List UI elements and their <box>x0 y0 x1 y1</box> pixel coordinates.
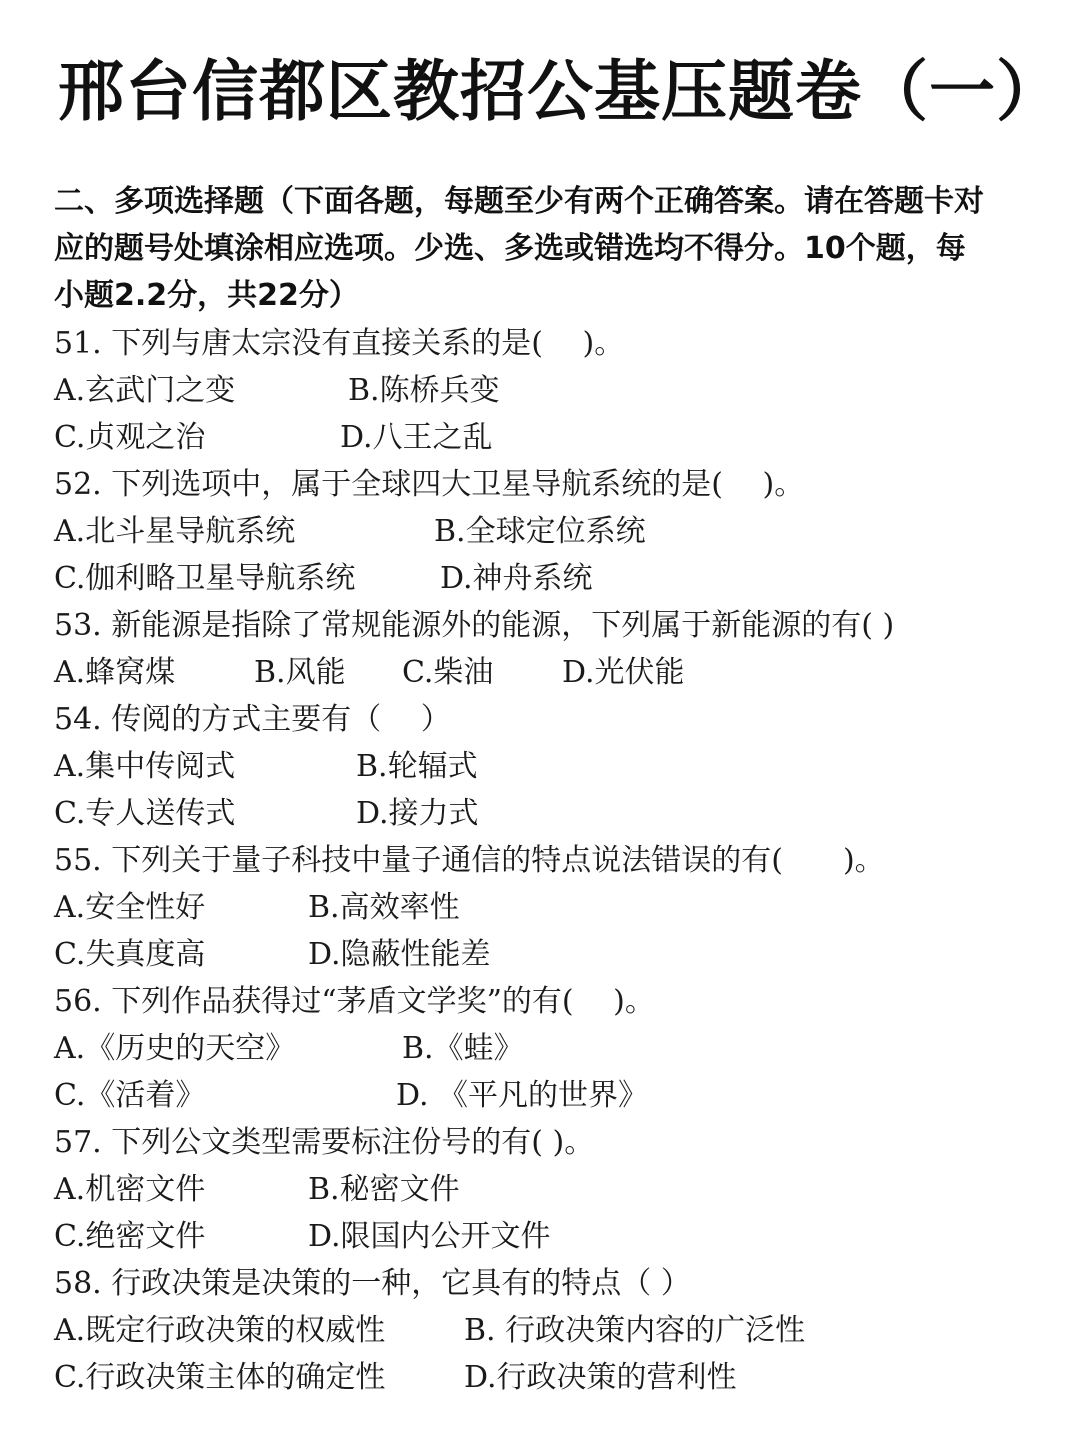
option-a: A.《历史的天空》 <box>54 1031 296 1066</box>
option-row <box>54 931 1054 978</box>
question-stem: 54. 传阅的方式主要有（ ） <box>54 702 451 737</box>
option-row <box>54 555 1054 602</box>
option-row <box>54 508 1054 555</box>
page-title: 邢台信都区教招公基压题卷（一） <box>58 53 1063 130</box>
option-d: D.八王之乱 <box>340 420 493 455</box>
question-list <box>54 320 1054 1401</box>
option-d: D.隐蔽性能差 <box>308 937 491 972</box>
option-d: D.光伏能 <box>562 655 685 690</box>
option-a: A.玄武门之变 <box>54 373 236 408</box>
option-d: D.限国内公开文件 <box>308 1219 551 1254</box>
option-b: B.风能 <box>254 655 346 690</box>
question-stem: 58. 行政决策是决策的一种，它具有的特点（ ） <box>54 1266 691 1301</box>
section-heading-line: 应的题号处填涂相应选项。少选、多选或错选均不得分。10个题，每 <box>54 231 966 266</box>
option-c: C.行政决策主体的确定性 <box>54 1360 386 1395</box>
question-stem: 55. 下列关于量子科技中量子通信的特点说法错误的有( )。 <box>54 843 885 878</box>
option-a: A.既定行政决策的权威性 <box>54 1313 386 1348</box>
option-row <box>54 1354 1054 1401</box>
option-row <box>54 649 1054 696</box>
option-c: C.专人送传式 <box>54 796 236 831</box>
option-b: B.轮辐式 <box>356 749 478 784</box>
option-a: A.机密文件 <box>54 1172 206 1207</box>
option-row <box>54 1072 1054 1119</box>
option-row <box>54 743 1054 790</box>
option-row <box>54 414 1054 461</box>
option-d: D. 《平凡的世界》 <box>396 1078 649 1113</box>
option-b: B.《蛙》 <box>402 1031 524 1066</box>
section-heading-line: 小题2.2分，共22分） <box>54 278 359 313</box>
option-c: C.绝密文件 <box>54 1219 206 1254</box>
question-stem: 51. 下列与唐太宗没有直接关系的是( )。 <box>54 326 625 361</box>
section-heading <box>54 178 1044 319</box>
question-stem: 53. 新能源是指除了常规能源外的能源，下列属于新能源的有( ) <box>54 608 895 643</box>
option-d: D.神舟系统 <box>440 561 593 596</box>
option-a: A.集中传阅式 <box>54 749 236 784</box>
option-c: C.贞观之治 <box>54 420 206 455</box>
option-row <box>54 1025 1054 1072</box>
option-d: D.行政决策的营利性 <box>464 1360 737 1395</box>
option-row <box>54 790 1054 837</box>
question-stem: 57. 下列公文类型需要标注份号的有( )。 <box>54 1125 595 1160</box>
option-b: B.全球定位系统 <box>434 514 646 549</box>
question-stem: 52. 下列选项中，属于全球四大卫星导航系统的是( )。 <box>54 467 805 502</box>
option-a: A.安全性好 <box>54 890 206 925</box>
option-row <box>54 884 1054 931</box>
option-d: D.接力式 <box>356 796 479 831</box>
option-c: C.失真度高 <box>54 937 206 972</box>
option-b: B.陈桥兵变 <box>348 373 500 408</box>
section-heading-line: 二、多项选择题（下面各题，每题至少有两个正确答案。请在答题卡对 <box>54 184 984 219</box>
option-row <box>54 1307 1054 1354</box>
option-row <box>54 1213 1054 1260</box>
option-a: A.北斗星导航系统 <box>54 514 296 549</box>
option-c: C.伽利略卫星导航系统 <box>54 561 356 596</box>
option-b: B. 行政决策内容的广泛性 <box>464 1313 806 1348</box>
option-b: B.秘密文件 <box>308 1172 460 1207</box>
option-c: C.柴油 <box>402 655 494 690</box>
option-b: B.高效率性 <box>308 890 460 925</box>
option-a: A.蜂窝煤 <box>54 655 176 690</box>
option-c: C.《活着》 <box>54 1078 206 1113</box>
option-row <box>54 367 1054 414</box>
option-row <box>54 1166 1054 1213</box>
question-stem: 56. 下列作品获得过“茅盾文学奖”的有( )。 <box>54 984 655 1019</box>
